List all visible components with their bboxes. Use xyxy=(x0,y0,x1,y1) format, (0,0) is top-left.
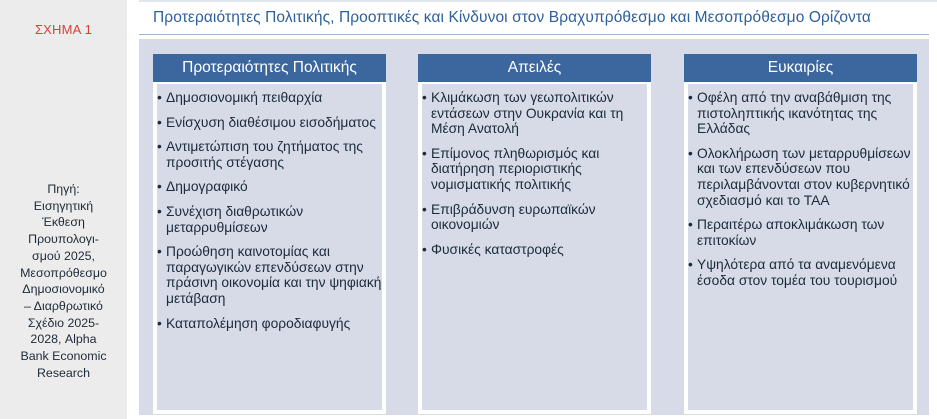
page-title: Προτεραιότητες Πολιτικής, Προοπτικές και Κίνδυνοι στον Βραχυπρόθεσμο και Μεσοπρόθεσμο Ορίζοντα xyxy=(153,9,871,26)
list-item-text: Δημοσιονομική πειθαρχία xyxy=(166,90,323,105)
bullet-marker: • xyxy=(688,257,693,273)
list-item-text: Επίμονος πληθωρισμός και διατήρηση περιοριστικής νομισματικής πολιτικής xyxy=(431,145,600,192)
column-body xyxy=(688,84,913,410)
list-item xyxy=(688,146,913,208)
column-header: Προτεραιότητες Πολιτικής xyxy=(153,54,386,82)
list-item-text: Υψηλότερα από τα αναμενόμενα έσοδα στον τομέα του τουρισμού xyxy=(697,257,898,288)
top-rule xyxy=(139,0,937,2)
bullet-marker: • xyxy=(157,203,162,219)
column-header: Ευκαιρίες xyxy=(684,54,917,82)
bullet-marker: • xyxy=(422,201,427,217)
column-threats xyxy=(418,54,651,414)
list-item-text: Προώθηση καινοτομίας και παραγωγικών επενδύσεων στην πράσινη οικονομία και την ψηφιακή μετάβαση xyxy=(166,244,382,306)
bullet-marker: • xyxy=(157,244,162,260)
list-item-text: Ενίσχυση διαθέσιμου εισοδήματος xyxy=(166,114,376,130)
bullet-marker: • xyxy=(157,114,162,130)
list-item-text: Ολοκλήρωση των μεταρρυθμίσεων και των επενδύσεων που περιλαμβάνονται στον κυβερνητικό σχεδιασμό και το ΤΑΑ xyxy=(697,145,911,208)
bullet-marker: • xyxy=(688,90,693,105)
bullet-marker: • xyxy=(157,315,162,331)
bullet-marker: • xyxy=(422,90,427,105)
source-note: Πηγή: Εισηγητική Έκθεση Προυπολογι- σμού 2025, Μεσοπρόθεσμο Δημοσιονομικό – Διαρθρωτικό Σχέδιο 2025- 2028, Alpha Bank Economic Research xyxy=(20,182,107,380)
bullet-list xyxy=(688,84,913,289)
list-item xyxy=(157,244,382,306)
column-header: Απειλές xyxy=(418,54,651,82)
bullet-marker: • xyxy=(157,90,162,105)
column-policy-priorities xyxy=(153,54,386,414)
list-item-text: Φυσικές καταστροφές xyxy=(431,241,564,257)
list-item xyxy=(688,257,913,288)
list-item-text: Καταπολέμηση φοροδιαφυγής xyxy=(166,315,351,331)
list-item xyxy=(157,139,382,170)
list-item-text: Συνέχιση διαθρωτικών μεταρρυθμίσεων xyxy=(166,203,304,235)
bullet-marker: • xyxy=(157,179,162,195)
list-item-text: Οφέλη από την αναβάθμιση της πιστοληπτικής ικανότητας της Ελλάδας xyxy=(697,90,892,137)
bullet-list xyxy=(157,84,382,331)
bullet-marker: • xyxy=(688,145,693,161)
column-opportunities xyxy=(684,54,917,414)
bullet-marker: • xyxy=(157,139,162,155)
title-divider xyxy=(139,34,929,35)
list-item xyxy=(688,217,913,248)
list-item xyxy=(422,90,647,137)
list-item xyxy=(688,90,913,137)
bullet-list xyxy=(422,84,647,257)
bullet-marker: • xyxy=(688,217,693,233)
list-item-text: Επιβράδυνση ευρωπαϊκών οικονομιών xyxy=(431,201,596,233)
list-item xyxy=(157,316,382,332)
list-item xyxy=(422,146,647,193)
bullet-marker: • xyxy=(422,145,427,161)
figure-label: ΣΧΗΜΑ 1 xyxy=(34,22,93,37)
list-item-text: Δημογραφικό xyxy=(166,179,248,195)
list-item xyxy=(422,202,647,233)
list-item xyxy=(157,179,382,195)
column-body xyxy=(157,84,382,410)
sidebar xyxy=(0,0,127,419)
list-item-text: Περαιτέρω αποκλιμάκωση των επιτοκίων xyxy=(697,217,885,248)
list-item xyxy=(157,204,382,235)
column-body xyxy=(422,84,647,410)
list-item xyxy=(157,115,382,131)
bullet-marker: • xyxy=(422,241,427,257)
list-item-text: Αντιμετώπιση του ζητήματος της προσιτής στέγασης xyxy=(166,139,363,170)
list-item xyxy=(422,242,647,258)
list-item-text: Κλιμάκωση των γεωπολιτικών εντάσεων στην Ουκρανία και τη Μέση Ανατολή xyxy=(431,90,624,137)
list-item xyxy=(157,90,382,106)
